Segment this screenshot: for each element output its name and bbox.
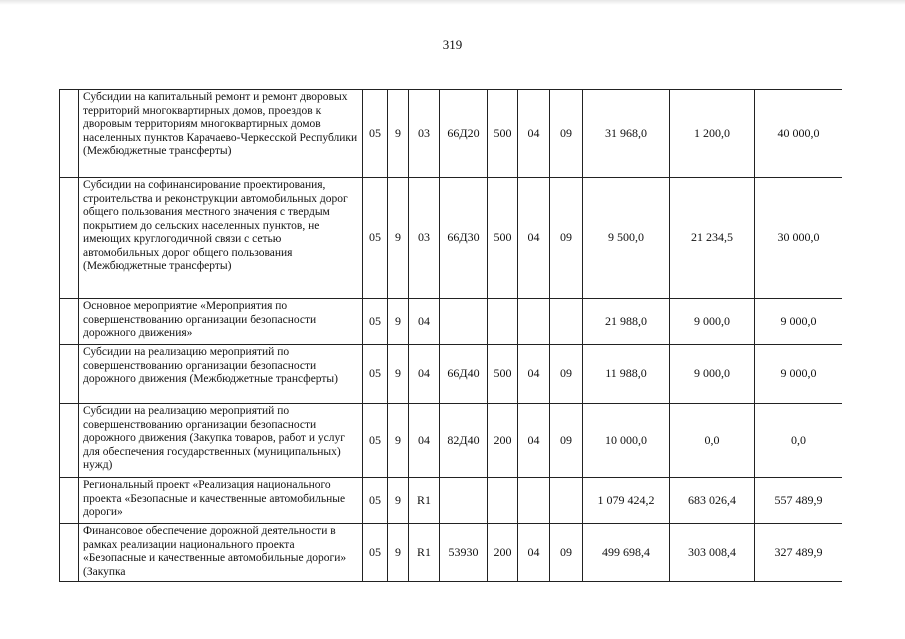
code-expense-type: 500 (488, 90, 518, 178)
amount-year-2: 303 008,4 (670, 524, 755, 582)
amount-year-3: 557 489,9 (755, 478, 843, 524)
code-expense-type (488, 478, 518, 524)
code-program: 9 (388, 524, 409, 582)
scan-edge (0, 0, 905, 5)
amount-year-2: 21 234,5 (670, 178, 755, 299)
row-margin-cell (60, 478, 79, 524)
budget-table-wrapper (59, 89, 842, 639)
amount-year-3: 30 000,0 (755, 178, 843, 299)
amount-year-1: 499 698,4 (583, 524, 670, 582)
code-section: 05 (363, 345, 388, 404)
code-expense-type: 200 (488, 404, 518, 478)
row-margin-cell (60, 524, 79, 582)
table-row (60, 524, 843, 582)
amount-year-1: 9 500,0 (583, 178, 670, 299)
code-subprogram: 03 (409, 90, 440, 178)
row-description: Субсидии на реализацию мероприятий по совершенствованию организации безопасности дорожного движения (Межбюджетные трансферты) (79, 345, 363, 404)
code-program: 9 (388, 478, 409, 524)
code-section-2 (518, 478, 550, 524)
code-subprogram: 04 (409, 299, 440, 345)
row-description: Региональный проект «Реализация национального проекта «Безопасные и качественные автомобильные дороги» (79, 478, 363, 524)
row-description: Субсидии на капитальный ремонт и ремонт дворовых территорий многоквартирных домов, проездов к дворовым территориям многоквартирных домов населенных пунктов Карачаево-Черкесской Республики (Межбюджетные трансферты) (79, 90, 363, 178)
code-direction (440, 478, 488, 524)
amount-year-2: 1 200,0 (670, 90, 755, 178)
amount-year-1: 11 988,0 (583, 345, 670, 404)
code-direction: 66Д40 (440, 345, 488, 404)
table-row (60, 178, 843, 299)
budget-table (59, 89, 842, 582)
code-section: 05 (363, 404, 388, 478)
table-row (60, 478, 843, 524)
code-subprogram: R1 (409, 478, 440, 524)
table-row (60, 345, 843, 404)
code-subsection: 09 (550, 524, 583, 582)
code-subprogram: R1 (409, 524, 440, 582)
row-description: Субсидии на реализацию мероприятий по совершенствованию организации безопасности дорожного движения (Закупка товаров, работ и услуг для обеспечения государственных (муниципальных) нужд) (79, 404, 363, 478)
code-subsection: 09 (550, 345, 583, 404)
code-section: 05 (363, 524, 388, 582)
amount-year-2: 683 026,4 (670, 478, 755, 524)
code-subsection: 09 (550, 178, 583, 299)
code-section-2: 04 (518, 404, 550, 478)
code-program: 9 (388, 404, 409, 478)
amount-year-3: 327 489,9 (755, 524, 843, 582)
code-program: 9 (388, 90, 409, 178)
code-subprogram: 04 (409, 345, 440, 404)
table-row (60, 299, 843, 345)
code-section-2: 04 (518, 345, 550, 404)
table-row (60, 90, 843, 178)
amount-year-3: 9 000,0 (755, 299, 843, 345)
row-margin-cell (60, 178, 79, 299)
row-description: Основное мероприятие «Мероприятия по совершенствованию организации безопасности дорожного движения» (79, 299, 363, 345)
code-section: 05 (363, 178, 388, 299)
amount-year-2: 9 000,0 (670, 299, 755, 345)
amount-year-1: 21 988,0 (583, 299, 670, 345)
code-section-2: 04 (518, 524, 550, 582)
code-subsection: 09 (550, 404, 583, 478)
code-expense-type: 500 (488, 178, 518, 299)
amount-year-1: 1 079 424,2 (583, 478, 670, 524)
row-margin-cell (60, 90, 79, 178)
code-section-2 (518, 299, 550, 345)
table-row (60, 404, 843, 478)
code-subprogram: 03 (409, 178, 440, 299)
amount-year-3: 0,0 (755, 404, 843, 478)
code-direction: 66Д20 (440, 90, 488, 178)
code-expense-type: 200 (488, 524, 518, 582)
row-description: Финансовое обеспечение дорожной деятельности в рамках реализации национального проекта «Безопасные и качественные автомобильные дороги» (Закупка (79, 524, 363, 582)
code-program: 9 (388, 345, 409, 404)
row-description: Субсидии на софинансирование проектирования, строительства и реконструкции автомобильных дорог общего пользования местного значения с твердым покрытием до сельских населенных пунктов, не имеющих круглогодичной связи с сетью автомобильных дорог общего пользования (Межбюджетные трансферты) (79, 178, 363, 299)
code-subsection (550, 478, 583, 524)
amount-year-3: 40 000,0 (755, 90, 843, 178)
code-section: 05 (363, 478, 388, 524)
amount-year-2: 0,0 (670, 404, 755, 478)
amount-year-1: 10 000,0 (583, 404, 670, 478)
code-subsection (550, 299, 583, 345)
code-section-2: 04 (518, 178, 550, 299)
code-program: 9 (388, 178, 409, 299)
page-number: 319 (442, 37, 463, 52)
code-section-2: 04 (518, 90, 550, 178)
code-section: 05 (363, 90, 388, 178)
code-program: 9 (388, 299, 409, 345)
row-margin-cell (60, 404, 79, 478)
code-section: 05 (363, 299, 388, 345)
code-direction: 82Д40 (440, 404, 488, 478)
amount-year-1: 31 968,0 (583, 90, 670, 178)
code-direction (440, 299, 488, 345)
amount-year-3: 9 000,0 (755, 345, 843, 404)
row-margin-cell (60, 299, 79, 345)
code-subsection: 09 (550, 90, 583, 178)
code-subprogram: 04 (409, 404, 440, 478)
code-expense-type (488, 299, 518, 345)
row-margin-cell (60, 345, 79, 404)
code-direction: 53930 (440, 524, 488, 582)
code-direction: 66Д30 (440, 178, 488, 299)
amount-year-2: 9 000,0 (670, 345, 755, 404)
code-expense-type: 500 (488, 345, 518, 404)
